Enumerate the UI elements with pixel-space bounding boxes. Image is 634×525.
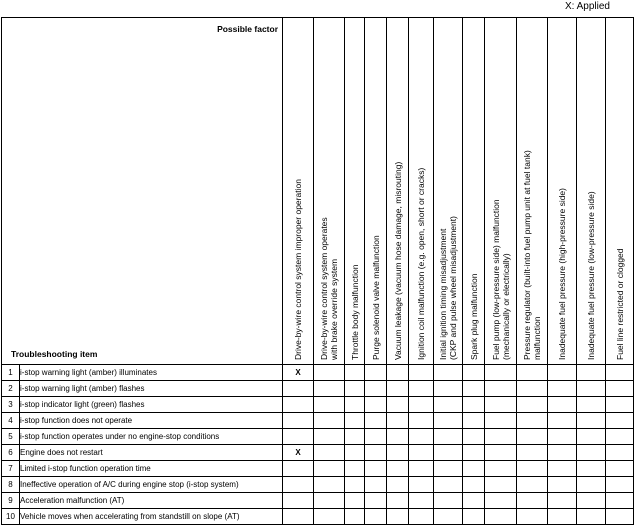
factor-cell	[365, 365, 387, 381]
factor-cell	[517, 413, 548, 429]
factor-cell	[345, 381, 365, 397]
row-number: 3	[2, 397, 20, 413]
factor-cell	[314, 477, 345, 493]
factor-cell	[548, 429, 577, 445]
factor-cell	[434, 477, 463, 493]
factor-cell	[314, 509, 345, 525]
factor-cell	[409, 397, 434, 413]
factor-cell	[606, 429, 634, 445]
factor-cell	[606, 365, 634, 381]
factor-cell	[485, 493, 517, 509]
factor-label-line: Fuel line restricted or clogged	[615, 248, 625, 360]
factor-cell	[283, 381, 314, 397]
factor-cell	[365, 477, 387, 493]
header-corner	[2, 18, 283, 365]
factor-cell	[409, 493, 434, 509]
row-number: 2	[2, 381, 20, 397]
factor-cell	[387, 493, 409, 509]
factor-header	[434, 18, 463, 365]
table-row	[2, 397, 634, 413]
factor-cell	[283, 413, 314, 429]
factor-cell	[548, 477, 577, 493]
factor-cell	[387, 397, 409, 413]
factor-cell	[283, 461, 314, 477]
factor-cell	[387, 429, 409, 445]
factor-header	[548, 18, 577, 365]
factor-cell	[345, 365, 365, 381]
factor-cell	[345, 397, 365, 413]
row-number: 1	[2, 365, 20, 381]
factor-cell	[548, 461, 577, 477]
factor-cell	[409, 477, 434, 493]
factor-cell	[283, 477, 314, 493]
factor-cell	[463, 413, 485, 429]
factor-cell	[365, 461, 387, 477]
factor-cell	[606, 381, 634, 397]
header-row	[2, 18, 634, 365]
factor-cell	[517, 509, 548, 525]
factor-cell	[517, 461, 548, 477]
troubleshooting-item-label: Troubleshooting item	[11, 349, 98, 359]
factor-cell: X	[283, 365, 314, 381]
factor-cell	[387, 381, 409, 397]
factor-cell	[606, 477, 634, 493]
row-number: 8	[2, 477, 20, 493]
factor-label-line: Spark plug malfunction	[469, 273, 479, 360]
factor-cell	[485, 365, 517, 381]
factor-label-line: Initial ignition timing misadjustment	[438, 228, 448, 360]
factor-cell	[365, 445, 387, 461]
factor-cell	[365, 413, 387, 429]
factor-cell	[283, 397, 314, 413]
factor-cell	[314, 381, 345, 397]
factor-cell	[485, 445, 517, 461]
table-row	[2, 477, 634, 493]
table-row	[2, 445, 634, 461]
factor-cell	[434, 445, 463, 461]
factor-cell	[577, 381, 606, 397]
legend-applied: X: Applied	[564, 1, 610, 12]
factor-cell	[387, 509, 409, 525]
factor-label	[371, 235, 381, 360]
factor-cell	[548, 365, 577, 381]
factor-cell	[517, 397, 548, 413]
factor-cell	[345, 461, 365, 477]
factor-label-line: (mechanically or electrically)	[501, 253, 511, 360]
factor-cell	[577, 429, 606, 445]
row-item: Limited i-stop function operation time	[20, 461, 283, 477]
row-number: 9	[2, 493, 20, 509]
factor-cell	[485, 509, 517, 525]
factor-cell	[314, 445, 345, 461]
factor-cell	[463, 509, 485, 525]
factor-label-line: Drive-by-wire control system improper operation	[293, 179, 303, 360]
table-row	[2, 461, 634, 477]
factor-cell	[434, 429, 463, 445]
factor-cell	[345, 429, 365, 445]
factor-label	[469, 274, 479, 360]
row-item: i-stop function does not operate	[20, 413, 283, 429]
row-item: Engine does not restart	[20, 445, 283, 461]
factor-label	[393, 162, 403, 360]
factor-cell	[365, 429, 387, 445]
factor-label	[491, 199, 511, 360]
factor-label-line: Fuel pump (low-pressure side) malfunction	[491, 199, 501, 360]
table-row	[2, 429, 634, 445]
factor-cell	[345, 493, 365, 509]
factor-cell	[387, 365, 409, 381]
factor-cell	[434, 381, 463, 397]
factor-header	[387, 18, 409, 365]
possible-factor-label: Possible factor	[217, 24, 278, 34]
factor-cell	[463, 493, 485, 509]
factor-cell	[517, 381, 548, 397]
factor-label	[615, 248, 625, 360]
factor-header	[345, 18, 365, 365]
factor-cell	[485, 477, 517, 493]
factor-cell	[485, 381, 517, 397]
factor-cell	[314, 365, 345, 381]
factor-label-line: Drive-by-wire control system operates	[319, 217, 329, 360]
factor-cell	[517, 429, 548, 445]
factor-header	[314, 18, 345, 365]
factor-cell	[606, 445, 634, 461]
factor-cell	[434, 413, 463, 429]
factor-cell	[548, 493, 577, 509]
table-row	[2, 365, 634, 381]
factor-label	[586, 191, 596, 360]
factor-cell	[606, 493, 634, 509]
factor-cell	[434, 493, 463, 509]
factor-cell	[283, 493, 314, 509]
factor-cell	[409, 429, 434, 445]
table-row	[2, 381, 634, 397]
factor-cell	[463, 381, 485, 397]
factor-header	[409, 18, 434, 365]
factor-cell	[485, 413, 517, 429]
factor-cell	[365, 493, 387, 509]
factor-cell	[463, 397, 485, 413]
factor-label	[350, 265, 360, 360]
factor-cell	[345, 445, 365, 461]
row-item: Acceleration malfunction (AT)	[20, 493, 283, 509]
factor-cell	[577, 397, 606, 413]
factor-header	[606, 18, 634, 365]
factor-cell	[314, 493, 345, 509]
factor-cell	[283, 509, 314, 525]
row-number: 5	[2, 429, 20, 445]
table-row	[2, 493, 634, 509]
factor-label-line: Purge solenoid valve malfunction	[371, 235, 381, 360]
factor-label-line: Ignition coil malfunction (e.g. open, short or cracks)	[416, 167, 426, 360]
factor-cell	[365, 509, 387, 525]
factor-cell	[606, 413, 634, 429]
factor-label-line: malfunction	[532, 316, 542, 360]
row-item: i-stop function operates under no engine-stop conditions	[20, 429, 283, 445]
factor-cell	[606, 461, 634, 477]
row-item: i-stop indicator light (green) flashes	[20, 397, 283, 413]
factor-cell	[365, 381, 387, 397]
row-number: 6	[2, 445, 20, 461]
factor-cell	[548, 445, 577, 461]
factor-cell	[463, 461, 485, 477]
factor-label	[522, 150, 542, 360]
row-number: 10	[2, 509, 20, 525]
factor-header	[485, 18, 517, 365]
factor-cell	[314, 429, 345, 445]
row-number: 7	[2, 461, 20, 477]
factor-cell	[577, 445, 606, 461]
factor-cell	[345, 413, 365, 429]
factor-label-line: Throttle body malfunction	[350, 264, 360, 360]
factor-label	[293, 179, 303, 360]
factor-cell	[577, 477, 606, 493]
factor-cell	[485, 461, 517, 477]
factor-cell	[387, 413, 409, 429]
factor-cell	[577, 509, 606, 525]
factor-cell	[577, 461, 606, 477]
row-item: i-stop warning light (amber) illuminates	[20, 365, 283, 381]
factor-cell	[409, 413, 434, 429]
table-row	[2, 509, 634, 525]
factor-cell	[314, 413, 345, 429]
table-row	[2, 413, 634, 429]
factor-cell	[463, 429, 485, 445]
factor-label	[557, 188, 567, 360]
factor-cell	[409, 381, 434, 397]
factor-cell	[463, 445, 485, 461]
factor-cell	[517, 493, 548, 509]
factor-cell	[517, 477, 548, 493]
factor-label-line: with brake override system	[329, 258, 339, 360]
factor-cell	[485, 397, 517, 413]
factor-cell	[345, 477, 365, 493]
factor-cell	[314, 461, 345, 477]
row-number: 4	[2, 413, 20, 429]
factor-cell	[387, 461, 409, 477]
factor-label-line: Vacuum leakage (vacuum hose damage, misrouting)	[393, 161, 403, 360]
factor-cell	[548, 509, 577, 525]
factor-cell	[548, 397, 577, 413]
factor-cell	[365, 397, 387, 413]
factor-cell: X	[283, 445, 314, 461]
factor-cell	[485, 429, 517, 445]
factor-cell	[548, 413, 577, 429]
factor-cell	[577, 365, 606, 381]
factor-label-line: Inadequate fuel pressure (low-pressure side)	[586, 191, 596, 360]
factor-label-line: (CKP and pulse wheel misadjustment)	[448, 216, 458, 360]
factor-header	[283, 18, 314, 365]
factor-cell	[409, 365, 434, 381]
factor-label	[438, 216, 458, 360]
factor-cell	[517, 365, 548, 381]
factor-cell	[434, 509, 463, 525]
factor-cell	[409, 445, 434, 461]
factor-cell	[434, 365, 463, 381]
factor-label	[319, 217, 339, 360]
factor-header	[577, 18, 606, 365]
factor-cell	[463, 365, 485, 381]
factor-header	[365, 18, 387, 365]
factor-cell	[409, 461, 434, 477]
troubleshooting-table	[1, 17, 634, 525]
factor-cell	[434, 397, 463, 413]
factor-cell	[345, 509, 365, 525]
factor-label	[416, 168, 426, 360]
factor-cell	[434, 461, 463, 477]
factor-cell	[606, 509, 634, 525]
row-item: Ineffective operation of A/C during engine stop (i-stop system)	[20, 477, 283, 493]
factor-cell	[577, 413, 606, 429]
factor-cell	[606, 397, 634, 413]
factor-cell	[409, 509, 434, 525]
factor-label-line: Inadequate fuel pressure (high-pressure side)	[557, 188, 567, 360]
factor-cell	[387, 477, 409, 493]
factor-cell	[517, 445, 548, 461]
factor-cell	[463, 477, 485, 493]
factor-cell	[548, 381, 577, 397]
factor-label-line: Pressure regulator (built-into fuel pump unit at fuel tank)	[522, 150, 532, 360]
row-item: i-stop warning light (amber) flashes	[20, 381, 283, 397]
factor-cell	[314, 397, 345, 413]
factor-header	[517, 18, 548, 365]
factor-cell	[577, 493, 606, 509]
factor-header	[463, 18, 485, 365]
row-item: Vehicle moves when accelerating from standstill on slope (AT)	[20, 509, 283, 525]
factor-cell	[283, 429, 314, 445]
factor-cell	[387, 445, 409, 461]
